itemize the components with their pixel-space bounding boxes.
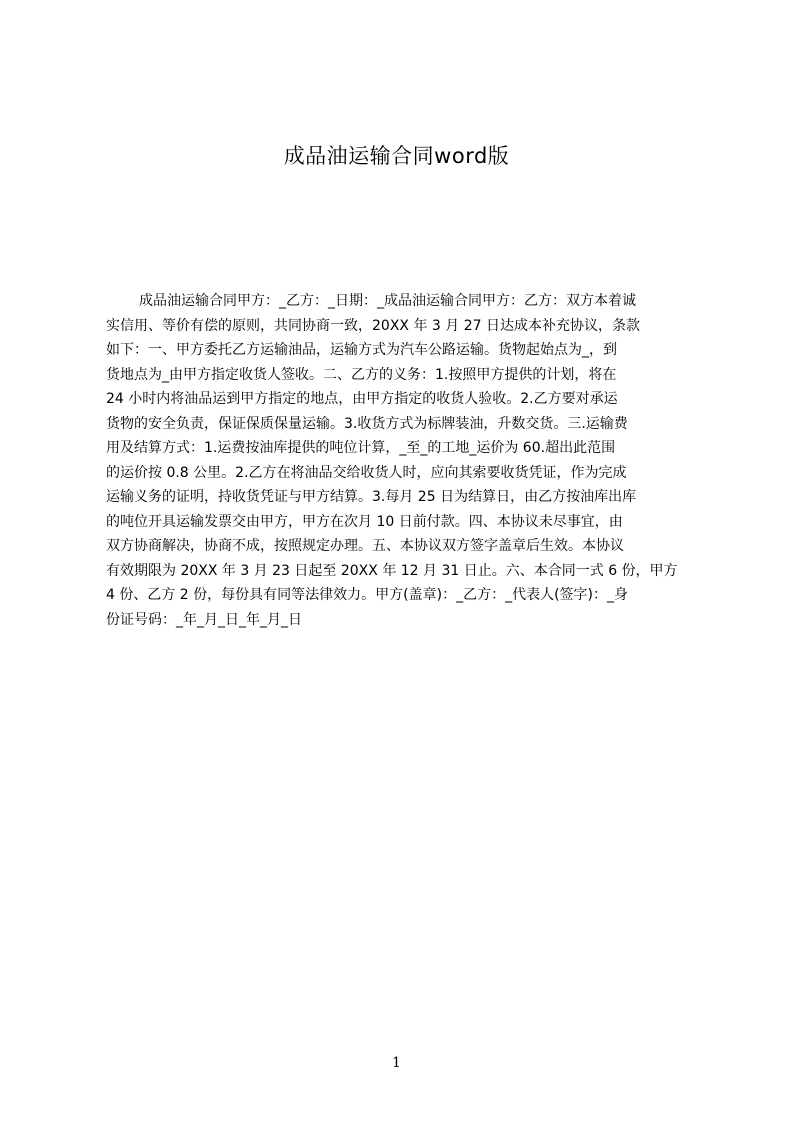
document-title: 成品油运输合同word版	[283, 144, 510, 168]
body-line: 的运价按 0.8 公里。2.乙方在将油品交给收货人时，应向其索要收货凭证，作为完成	[106, 464, 627, 481]
body-line: 成品油运输合同甲方：_乙方：_日期：_成品油运输合同甲方：乙方：双方本着诚	[139, 293, 636, 309]
body-line: 如下：一、甲方委托乙方运输油品，运输方式为汽车公路运输。货物起始点为_，到	[106, 342, 617, 358]
body-line: 实信用、等价有偿的原则，共同协商一致，20XX 年 3 月 27 日达成本补充协议，条款	[106, 317, 640, 334]
body-line: 货物的安全负责，保证保质保量运输。3.收货方式为标牌装油，升数交货。三.运输费	[106, 415, 628, 432]
body-line: 货地点为_由甲方指定收货人签收。二、乙方的义务：1.按照甲方提供的计划，将在	[106, 366, 617, 383]
body-line: 运输义务的证明，持收货凭证与甲方结算。3.每月 25 日为结算日，由乙方按油库出库	[106, 489, 637, 505]
body-line: 的吨位开具运输发票交由甲方，甲方在次月 10 日前付款。四、本协议未尽事宜，由	[106, 513, 623, 530]
body-line: 4 份、乙方 2 份，每份具有同等法律效力。甲方(盖章)：_乙方：_代表人(签字)：_身	[106, 587, 629, 603]
contract-body	[106, 289, 698, 632]
body-line: 有效期限为 20XX 年 3 月 23 日起至 20XX 年 12 月 31 日止。六、本合同一式 6 份，甲方	[106, 562, 678, 579]
body-line: 份证号码：_年_月_日_年_月_日	[106, 611, 302, 628]
body-line: 用及结算方式：1.运费按油库提供的吨位计算，_至_的工地_运价为 60.超出此范围	[106, 440, 616, 456]
body-line: 24 小时内将油品运到甲方指定的地点，由甲方指定的收货人验收。2.乙方要对承运	[106, 391, 618, 407]
body-line: 双方协商解决，协商不成，按照规定办理。五、本协议双方签字盖章后生效。本协议	[106, 538, 624, 554]
page-number: 1	[392, 1055, 401, 1071]
